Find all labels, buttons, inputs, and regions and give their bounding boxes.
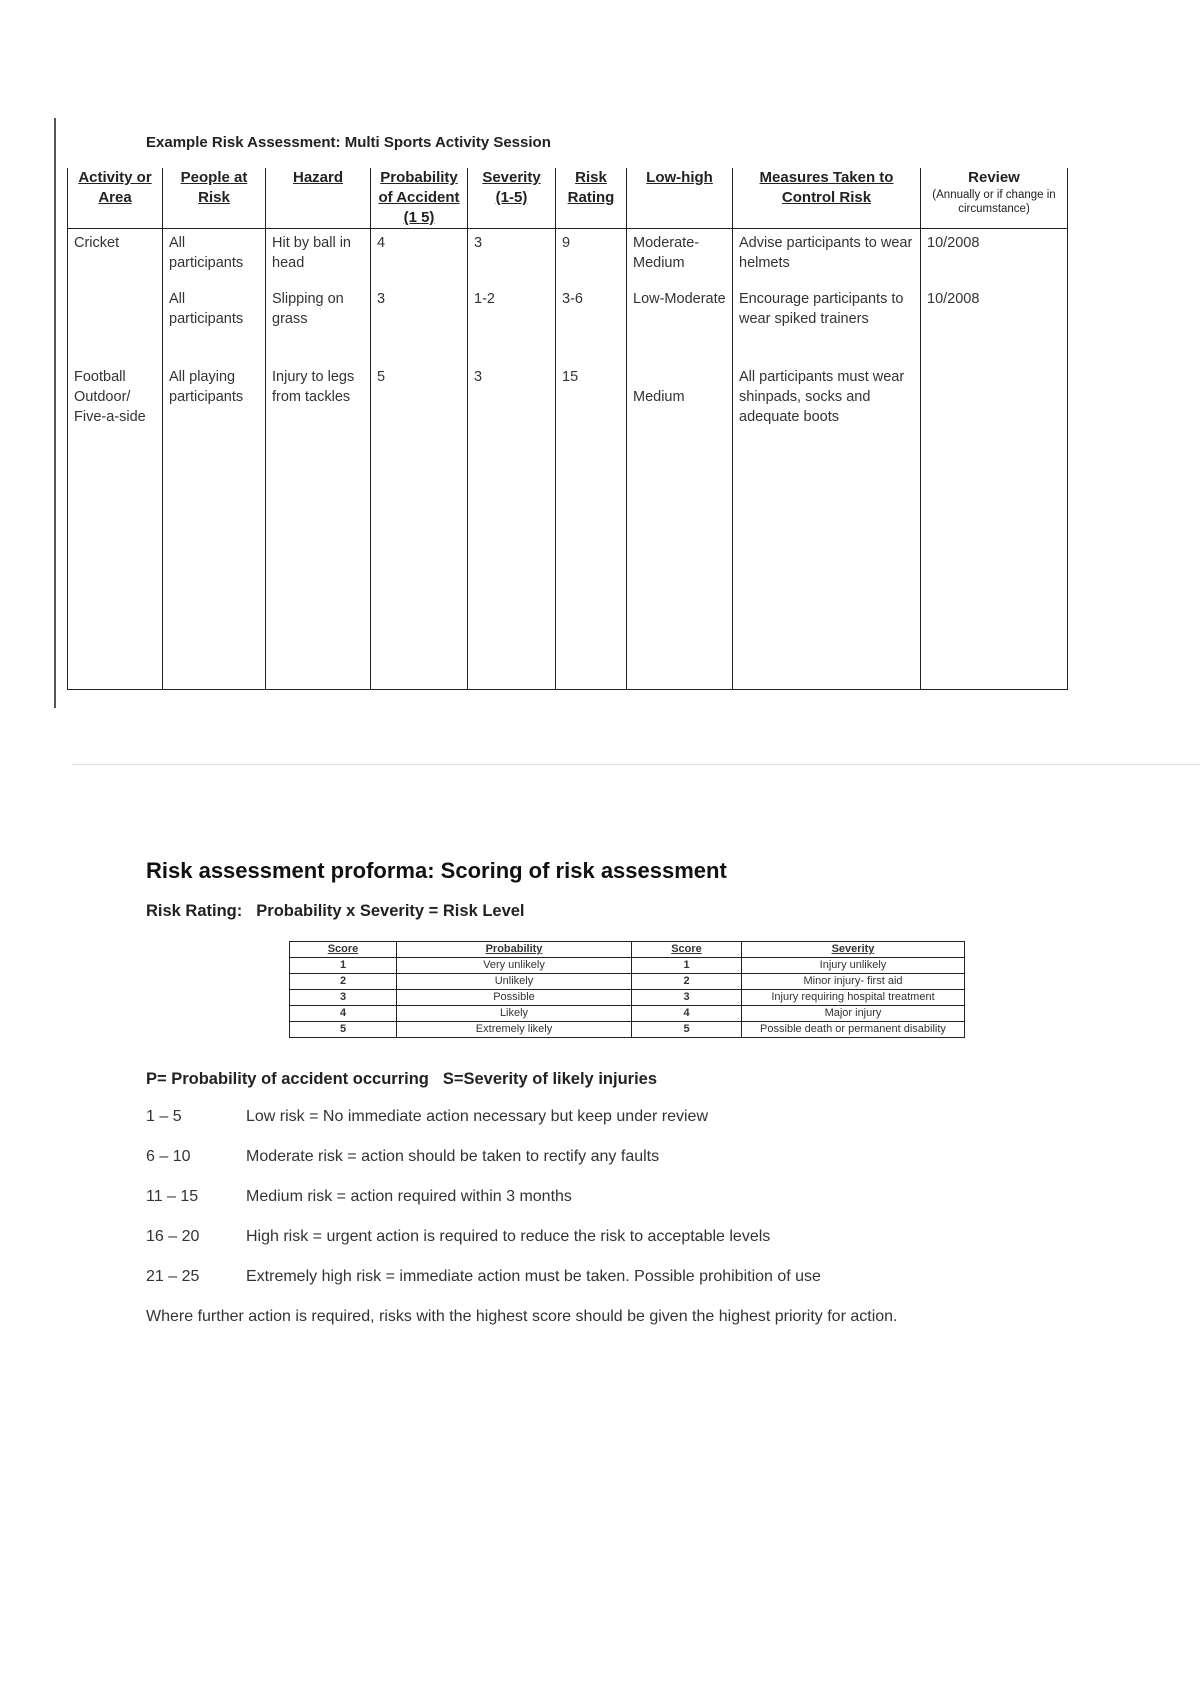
rating-cell: 3-6 [556, 277, 627, 333]
table-row [290, 974, 965, 990]
severity-cell: Injury requiring hospital treatment [742, 990, 965, 1006]
score-cell: 1 [632, 958, 742, 974]
severity-cell: Major injury [742, 1006, 965, 1022]
score-cell: 3 [632, 990, 742, 1006]
score-cell: 2 [290, 974, 397, 990]
people-cell: All participants [163, 277, 266, 333]
section-divider [72, 764, 1200, 765]
level-range: 6 – 10 [146, 1148, 191, 1165]
list-item [146, 1228, 821, 1268]
level-description: Moderate risk = action should be taken to rectify any faults [246, 1148, 660, 1165]
score-cell: 5 [632, 1022, 742, 1038]
score-header: Score [632, 942, 742, 958]
table-row [68, 229, 1068, 277]
header-review-note: (Annually or if change in circumstance) [932, 189, 1056, 215]
probability-cell: 5 [371, 333, 468, 690]
table-row [68, 333, 1068, 690]
header-review [921, 168, 1068, 229]
probability-cell: Possible [397, 990, 632, 1006]
level-description: High risk = urgent action is required to reduce the risk to acceptable levels [246, 1228, 771, 1245]
people-cell: All playing participants [163, 333, 266, 690]
table-row [290, 990, 965, 1006]
severity-cell: 3 [468, 229, 556, 277]
header-review-label: Review [968, 169, 1020, 186]
level-range: 21 – 25 [146, 1268, 200, 1285]
risk-rating-formula [146, 902, 539, 921]
score-cell: 3 [290, 990, 397, 1006]
level-cell: Medium [627, 333, 733, 690]
level-description: Extremely high risk = immediate action must be taken. Possible prohibition of use [246, 1268, 821, 1285]
score-cell: 5 [290, 1022, 397, 1038]
list-item [146, 1108, 821, 1148]
table-row [68, 277, 1068, 333]
review-cell [921, 333, 1068, 690]
probability-cell: Very unlikely [397, 958, 632, 974]
header-low-high: Low-high [627, 168, 733, 229]
scoring-table [289, 941, 965, 1038]
level-cell: Low-Moderate [627, 277, 733, 333]
risk-rating-formula-text: Probability x Severity = Risk Level [256, 902, 525, 920]
probability-severity-key [146, 1070, 671, 1089]
list-item [146, 1268, 821, 1308]
hazard-cell: Injury to legs from tackles [266, 333, 371, 690]
severity-key: S=Severity of likely injuries [442, 1070, 658, 1088]
level-range: 11 – 15 [146, 1188, 199, 1205]
level-description: Low risk = No immediate action necessary but keep under review [246, 1108, 708, 1125]
review-cell: 10/2008 [921, 277, 1068, 333]
header-risk-rating: Risk Rating [556, 168, 627, 229]
header-activity: Activity or Area [68, 168, 163, 229]
severity-cell: Possible death or permanent disability [742, 1022, 965, 1038]
score-cell: 1 [290, 958, 397, 974]
probability-cell: Extremely likely [397, 1022, 632, 1038]
probability-cell: Unlikely [397, 974, 632, 990]
table-row [290, 1006, 965, 1022]
probability-cell: Likely [397, 1006, 632, 1022]
activity-cell: Football Outdoor/ Five-a-side [68, 333, 163, 690]
risk-rating-label: Risk Rating: [146, 902, 243, 920]
header-measures: Measures Taken to Control Risk [733, 168, 921, 229]
severity-cell: 1-2 [468, 277, 556, 333]
activity-cell: Cricket [68, 229, 163, 277]
scoring-heading: Risk assessment proforma: Scoring of risk assessment [146, 858, 727, 883]
hazard-cell: Hit by ball in head [266, 229, 371, 277]
level-description: Medium risk = action required within 3 months [246, 1188, 572, 1205]
header-people-at-risk: People at Risk [163, 168, 266, 229]
score-cell: 4 [290, 1006, 397, 1022]
rating-cell: 15 [556, 333, 627, 690]
probability-cell: 3 [371, 277, 468, 333]
level-range: 1 – 5 [146, 1108, 182, 1125]
people-cell: All participants [163, 229, 266, 277]
score-header: Score [290, 942, 397, 958]
document-title: Example Risk Assessment: Multi Sports Activity Session [146, 134, 551, 151]
severity-cell: Minor injury- first aid [742, 974, 965, 990]
rating-cell: 9 [556, 229, 627, 277]
risk-assessment-table [67, 168, 1068, 690]
severity-cell: 3 [468, 333, 556, 690]
risk-level-list [146, 1108, 821, 1308]
score-cell: 2 [632, 974, 742, 990]
probability-cell: 4 [371, 229, 468, 277]
table-row [290, 958, 965, 974]
table-row [290, 1022, 965, 1038]
priority-note: Where further action is required, risks with the highest score should be given the highest priority for action. [146, 1308, 898, 1325]
list-item [146, 1148, 821, 1188]
list-item [146, 1188, 821, 1228]
score-cell: 4 [632, 1006, 742, 1022]
hazard-cell: Slipping on grass [266, 277, 371, 333]
severity-header: Severity [742, 942, 965, 958]
measures-cell: Advise participants to wear helmets [733, 229, 921, 277]
probability-header: Probability [397, 942, 632, 958]
header-hazard: Hazard [266, 168, 371, 229]
review-cell: 10/2008 [921, 229, 1068, 277]
severity-cell: Injury unlikely [742, 958, 965, 974]
probability-key: P= Probability of accident occurring [146, 1070, 429, 1088]
header-severity: Severity (1-5) [468, 168, 556, 229]
level-range: 16 – 20 [146, 1228, 200, 1245]
header-probability: Probability of Accident (1 5) [371, 168, 468, 229]
measures-cell: Encourage participants to wear spiked trainers [733, 277, 921, 333]
left-margin-rule [54, 118, 56, 708]
measures-cell: All participants must wear shinpads, socks and adequate boots [733, 333, 921, 690]
level-cell: Moderate-Medium [627, 229, 733, 277]
